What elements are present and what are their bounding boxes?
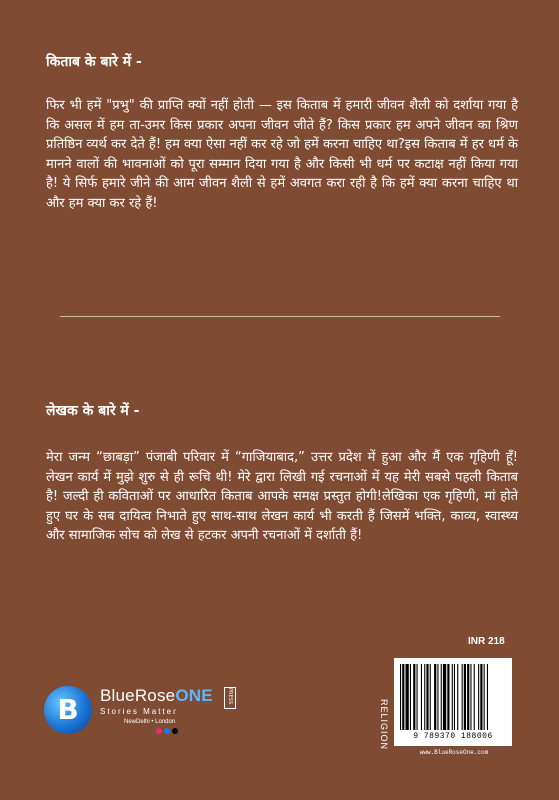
brand-part2: ONE	[175, 686, 213, 705]
barcode-bar	[402, 664, 404, 730]
barcode-bar	[441, 664, 442, 730]
barcode-bar	[467, 664, 469, 730]
barcode-bar	[480, 664, 482, 730]
barcode-bar	[457, 664, 458, 730]
isbn-number: 9 789370 188006	[413, 732, 493, 741]
barcode-bar	[487, 664, 488, 730]
brand-part1: BlueRose	[100, 686, 176, 705]
x-icon	[172, 728, 178, 734]
instagram-icon	[156, 728, 162, 734]
section-divider	[60, 316, 500, 317]
facebook-icon	[164, 728, 170, 734]
press-badge	[224, 687, 236, 709]
barcode-bar	[478, 664, 479, 730]
price-label: INR 218	[468, 636, 505, 647]
publisher-website: www.BlueRoseOne.com	[419, 749, 489, 756]
about-author-text: मेरा जन्म “छाबड़ा” पंजाबी परिवार में “गाजियाबाद,” उत्तर प्रदेश में हुआ और मैं एक गृहिणी हूँ! लेखन कार्य में मुझे शुरु से ही रूचि थी! मेरे द्वारा लिखी गई रचनाओं में यह मेरी सबसे पहली किताब है! जल्दी ही कविताओं पर आधारित किताब आपके समक्ष प्रस्तुत होगी!लेखिका एक गृहिणी, मां होते हुए घर के सब दायित्व निभाते हुए साथ-साथ लेखन कार्य भी करती हैं जिसमें भक्ति, काव्य, स्वास्थ्य और सामाजिक सोच को लेख से हटकर अपनी रचनाओं में दर्शाती हैं!	[46, 450, 518, 543]
barcode-bar	[454, 664, 455, 730]
press-label: PRESS	[227, 688, 233, 704]
about-book-heading: किताब के बारे में -	[46, 54, 142, 70]
barcode-bar	[447, 664, 449, 730]
barcode-bar	[424, 664, 425, 730]
barcode-bar	[413, 664, 415, 730]
barcode-bars	[394, 658, 512, 732]
publisher-logo	[44, 676, 254, 746]
barcode-bar	[434, 664, 436, 730]
logo-letter: B	[57, 693, 79, 726]
barcode-bar	[406, 664, 409, 730]
barcode-bar	[430, 664, 431, 730]
barcode-bar	[452, 664, 453, 730]
barcode-bar	[464, 664, 466, 730]
publisher-locations: NewDelhi • London	[124, 719, 176, 725]
social-icons	[156, 728, 178, 734]
barcode-bar	[462, 664, 463, 730]
barcode-bar	[410, 664, 411, 730]
barcode-bar	[443, 664, 446, 730]
barcode-bar	[426, 664, 428, 730]
barcode-bar	[437, 664, 438, 730]
barcode-bar	[484, 664, 485, 730]
genre-label: RELIGION	[379, 699, 389, 751]
barcode-bar	[474, 664, 475, 730]
barcode-bar	[470, 664, 471, 730]
barcode-bar	[421, 664, 422, 730]
publisher-brand	[100, 686, 213, 706]
about-book-text: फिर भी हमें "प्रभु" की प्राप्ति क्यों नहीं होती — इस किताब में हमारी जीवन शैली को दर्शाया गया है कि असल में हम ता-उमर किस प्रकार अपना जीवन जीते हैं? किस प्रकार हम अपने जीवन का श्रिण प्रतिष्ठिन व्यर्थ कर देते हैं! हम क्या ऐसा नहीं कर रहे जो हमें करना चाहिए था?इस किताब में हर धर्म के मानने वालों की भावनाओं को पूरा सम्मान दिया गया है और किसी भी धर्म पर कटाक्ष नहीं किया गया है! ये सिर्फ हमारे जीने की आम जीवन शैली से हमें अवगत करा रही है कि हमें क्या करना चाहिए था और हम क्या कर रहे हैं!	[46, 98, 518, 211]
barcode-bar	[417, 664, 418, 730]
about-author-heading: लेखक के बारे में -	[46, 403, 140, 419]
publisher-tagline: Stories Matter	[100, 707, 178, 716]
isbn-barcode	[394, 658, 512, 746]
barcode-bar	[400, 664, 401, 730]
